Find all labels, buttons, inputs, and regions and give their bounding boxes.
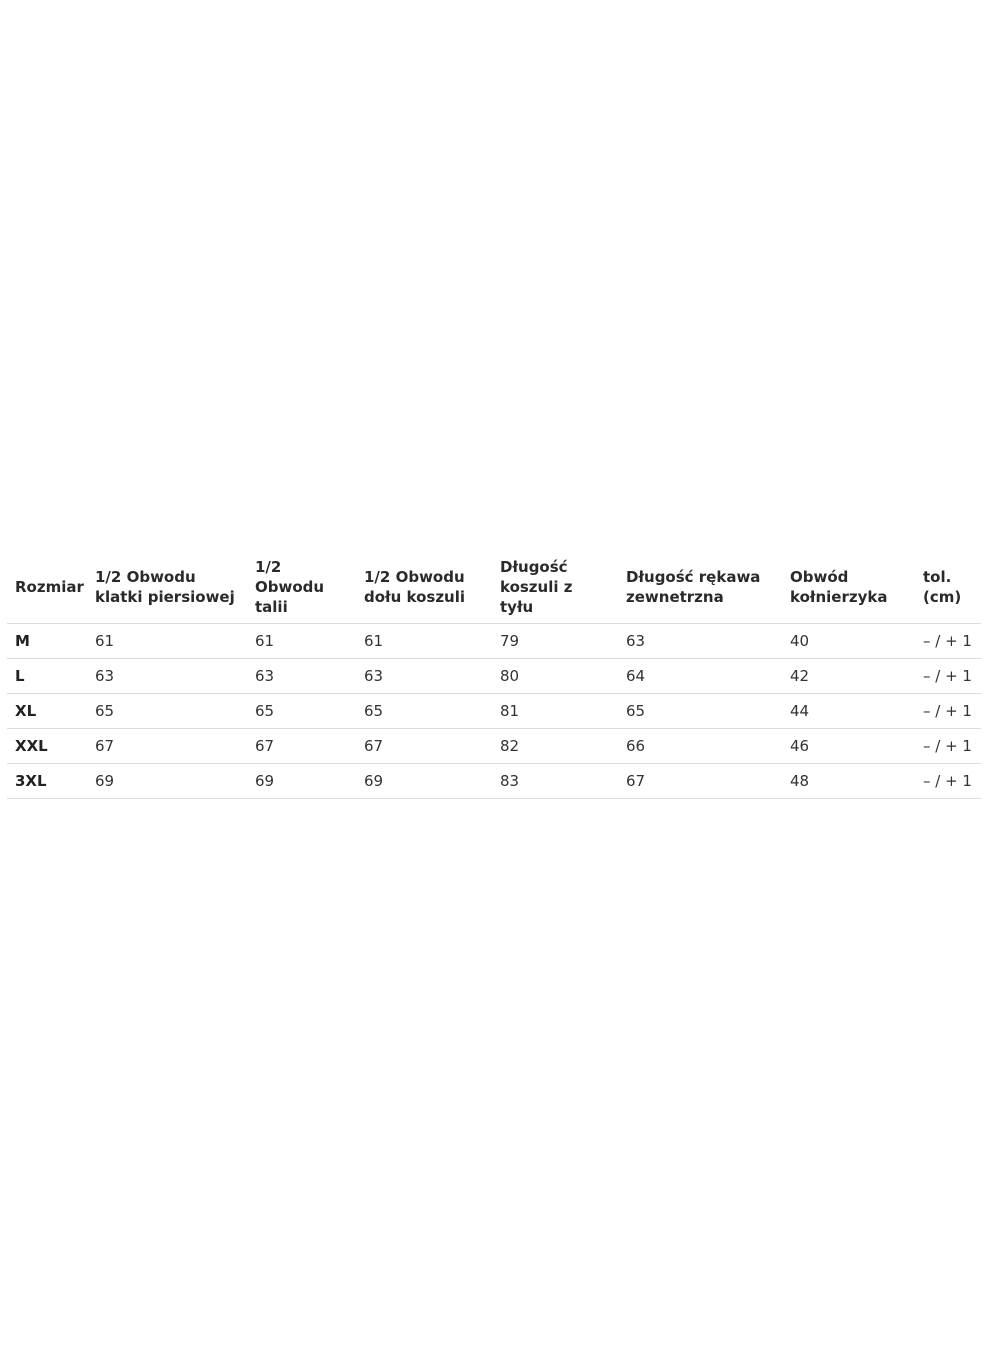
cell-back-length: 80	[492, 659, 618, 694]
cell-sleeve-length: 63	[618, 624, 782, 659]
cell-back-length: 81	[492, 694, 618, 729]
cell-chest: 67	[87, 729, 247, 764]
header-size: Rozmiar	[7, 551, 87, 624]
cell-hem: 63	[356, 659, 492, 694]
cell-waist: 63	[247, 659, 356, 694]
header-sleeve-length: Długość rękawa zewnetrzna	[618, 551, 782, 624]
table-row	[7, 659, 981, 694]
header-chest: 1/2 Obwodu klatki piersiowej	[87, 551, 247, 624]
table-row	[7, 729, 981, 764]
cell-waist: 69	[247, 764, 356, 799]
size-chart-table	[7, 551, 981, 799]
cell-tolerance: – / + 1	[915, 764, 981, 799]
table-row	[7, 764, 981, 799]
cell-sleeve-length: 64	[618, 659, 782, 694]
cell-tolerance: – / + 1	[915, 729, 981, 764]
cell-sleeve-length: 67	[618, 764, 782, 799]
cell-hem: 61	[356, 624, 492, 659]
cell-sleeve-length: 65	[618, 694, 782, 729]
cell-tolerance: – / + 1	[915, 694, 981, 729]
header-collar: Obwód kołnierzyka	[782, 551, 915, 624]
header-back-length: Długość koszuli z tyłu	[492, 551, 618, 624]
cell-sleeve-length: 66	[618, 729, 782, 764]
cell-size: M	[7, 624, 87, 659]
header-tolerance: tol. (cm)	[915, 551, 981, 624]
table-row	[7, 624, 981, 659]
cell-chest: 69	[87, 764, 247, 799]
cell-collar: 48	[782, 764, 915, 799]
cell-tolerance: – / + 1	[915, 624, 981, 659]
cell-chest: 63	[87, 659, 247, 694]
cell-back-length: 79	[492, 624, 618, 659]
header-hem: 1/2 Obwodu dołu koszuli	[356, 551, 492, 624]
cell-hem: 69	[356, 764, 492, 799]
cell-waist: 65	[247, 694, 356, 729]
cell-collar: 42	[782, 659, 915, 694]
cell-collar: 46	[782, 729, 915, 764]
cell-size: XXL	[7, 729, 87, 764]
table-row	[7, 694, 981, 729]
table-header-row	[7, 551, 981, 624]
cell-size: L	[7, 659, 87, 694]
cell-collar: 40	[782, 624, 915, 659]
cell-size: XL	[7, 694, 87, 729]
cell-chest: 61	[87, 624, 247, 659]
cell-waist: 67	[247, 729, 356, 764]
cell-collar: 44	[782, 694, 915, 729]
cell-waist: 61	[247, 624, 356, 659]
cell-tolerance: – / + 1	[915, 659, 981, 694]
cell-chest: 65	[87, 694, 247, 729]
cell-hem: 65	[356, 694, 492, 729]
cell-back-length: 82	[492, 729, 618, 764]
cell-size: 3XL	[7, 764, 87, 799]
cell-back-length: 83	[492, 764, 618, 799]
cell-hem: 67	[356, 729, 492, 764]
header-waist: 1/2 Obwodu talii	[247, 551, 356, 624]
